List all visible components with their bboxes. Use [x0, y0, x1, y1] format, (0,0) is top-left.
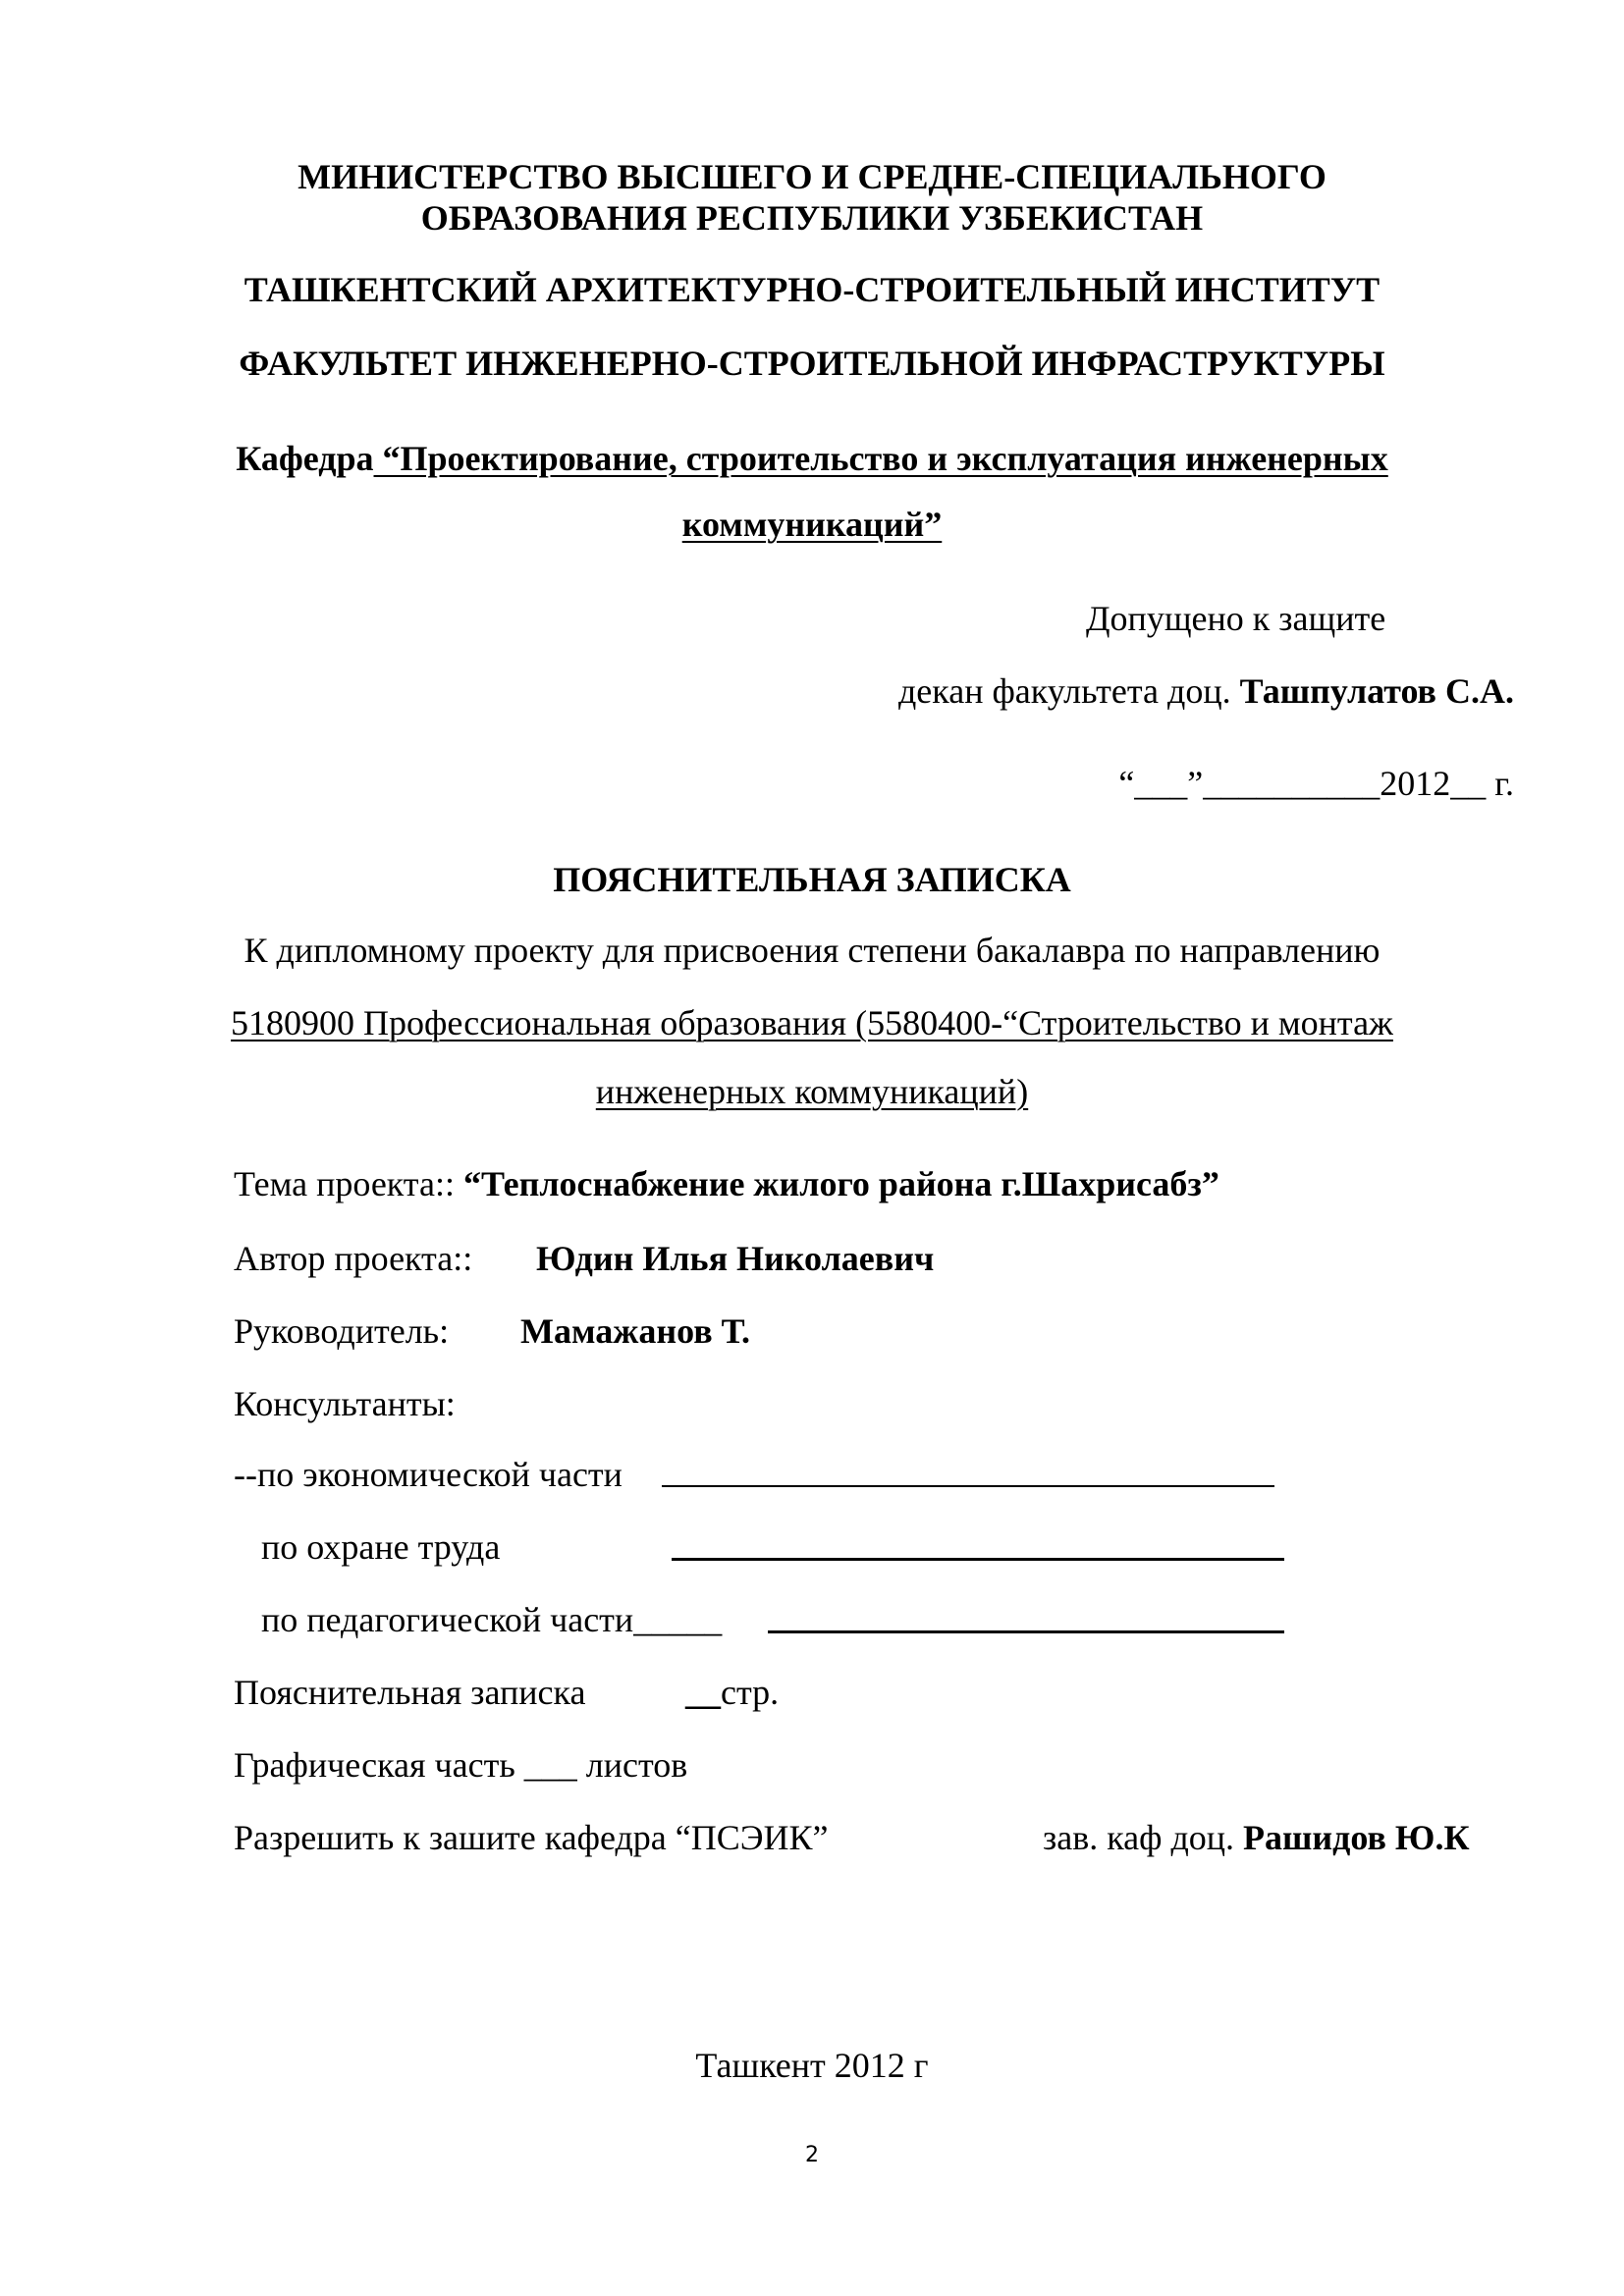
approval-date-line: “___”__________2012__ г.	[1118, 764, 1514, 803]
author-label: Автор проекта::	[234, 1239, 473, 1278]
supervisor-value: Мамажанов Т.	[520, 1311, 751, 1351]
department-name-part-1: “Проектирование, строительство и эксплуатация инженерных	[373, 439, 1388, 478]
note-label: Пояснительная записка	[234, 1673, 586, 1712]
faculty-name: ФАКУЛЬТЕТ ИНЖЕНЕРНО-СТРОИТЕЛЬНОЙ ИНФРАСТРУКТУРЫ	[239, 344, 1385, 383]
subtitle-line-3	[0, 1070, 1624, 1113]
note-pages-blank: __	[685, 1673, 721, 1712]
head-prefix: зав. каф доц.	[1043, 1818, 1244, 1857]
dean-prefix: декан факультета доц.	[897, 671, 1240, 711]
subtitle-line-2-text: 5180900 Профессиональная образования (5580400-“Строительство и монтаж	[231, 1003, 1393, 1042]
note-pages-suffix: стр.	[721, 1673, 780, 1712]
document-title: ПОЯСНИТЕЛЬНАЯ ЗАПИСКА	[553, 860, 1071, 899]
admitted-to-defense: Допущено к защите	[1086, 599, 1386, 638]
subtitle-line-1: К дипломному проекту для присвоения степени бакалавра по направлению	[244, 931, 1380, 970]
department-line-1	[0, 437, 1624, 480]
pedagogical-underscores: _____	[633, 1600, 723, 1639]
economic-consultant-label: --по экономической части	[234, 1455, 623, 1494]
subtitle-line-3-text: инженерных коммуникаций)	[595, 1072, 1029, 1111]
supervisor-label: Руководитель:	[234, 1311, 450, 1351]
department-prefix: Кафедра	[236, 439, 374, 478]
safety-signature-line	[672, 1558, 1284, 1561]
consultants-label: Консультанты:	[234, 1384, 456, 1423]
topic-label: Тема проекта::	[234, 1164, 463, 1203]
pedagogical-label-text: по педагогической части	[261, 1600, 634, 1639]
ministry-line-2: ОБРАЗОВАНИЯ РЕСПУБЛИКИ УЗБЕКИСТАН	[420, 198, 1204, 238]
pedagogical-consultant-label	[261, 1598, 722, 1641]
project-topic	[234, 1162, 1219, 1205]
author-value: Юдин Илья Николаевич	[536, 1239, 935, 1278]
dean-name: Ташпулатов С.А.	[1239, 671, 1514, 711]
city-year: Ташкент 2012 г	[695, 2046, 929, 2085]
page-number: 2	[805, 2143, 819, 2167]
topic-value: “Теплоснабжение жилого района г.Шахрисабз”	[462, 1164, 1219, 1203]
department-head	[1043, 1816, 1470, 1859]
institute-name: ТАШКЕНТСКИЙ АРХИТЕКТУРНО-СТРОИТЕЛЬНЫЙ ИНСТИТУТ	[244, 270, 1380, 309]
head-name: Рашидов Ю.К	[1243, 1818, 1470, 1857]
department-line-2	[0, 503, 1624, 546]
defense-permission: Разрешить к зашите кафедра “ПСЭИК”	[234, 1818, 829, 1857]
department-name-part-2: коммуникаций”	[681, 505, 943, 544]
graphic-part: Графическая часть ___ листов	[234, 1745, 688, 1785]
pedagogical-signature-line	[768, 1630, 1284, 1633]
note-pages	[685, 1671, 779, 1714]
subtitle-line-2	[0, 1001, 1624, 1044]
ministry-line-1: МИНИСТЕРСТВО ВЫСШЕГО И СРЕДНЕ-СПЕЦИАЛЬНОГО	[298, 157, 1326, 196]
safety-consultant-label: по охране труда	[261, 1527, 501, 1567]
dean-line	[898, 669, 1514, 713]
economic-signature-line	[662, 1485, 1274, 1487]
